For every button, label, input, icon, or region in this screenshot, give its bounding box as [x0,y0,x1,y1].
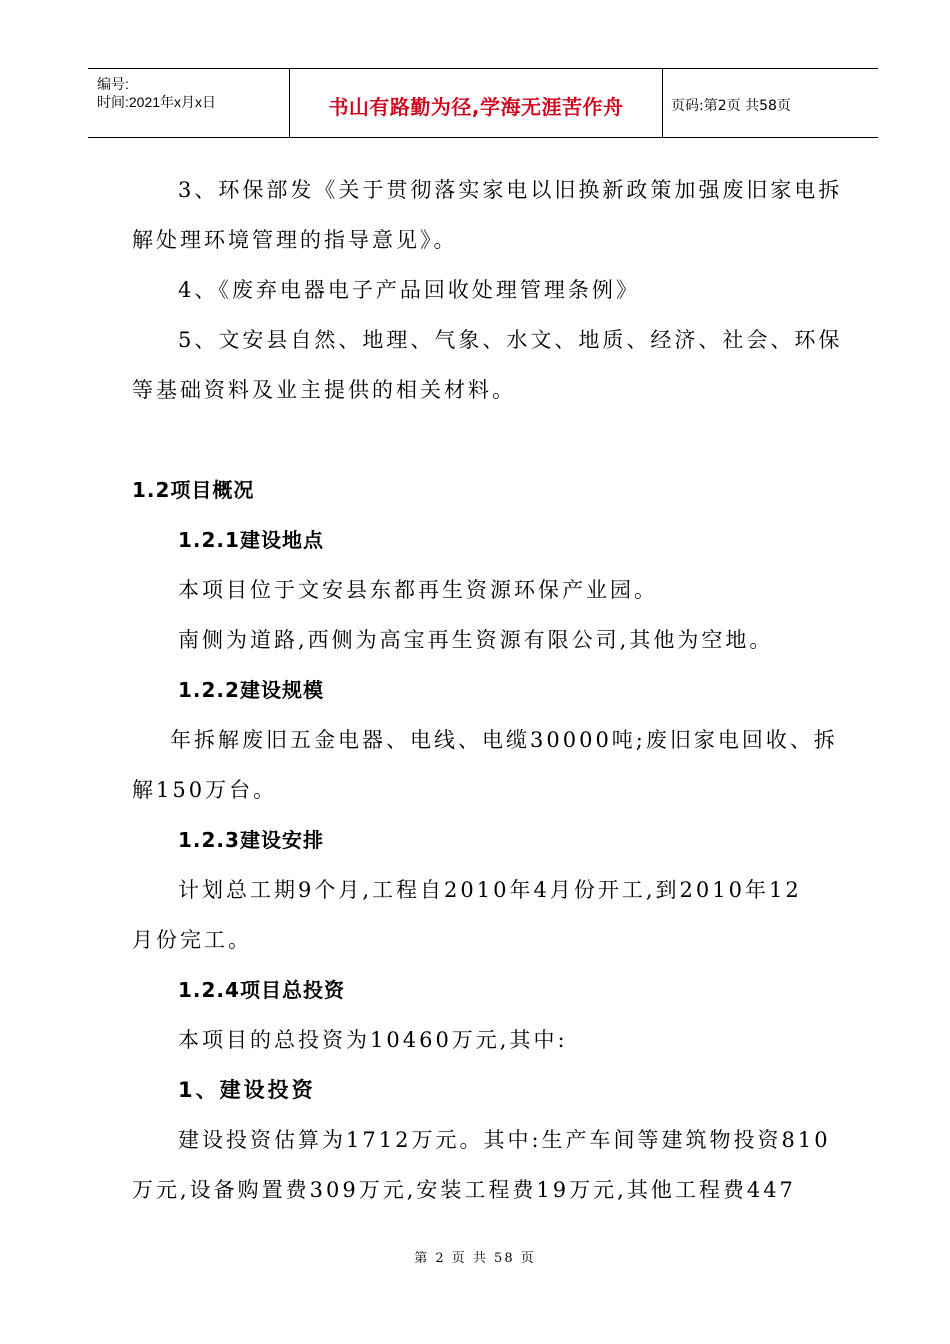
header-page-info: 页码:第2页 共58页 [671,98,791,114]
paragraph-scale-line2: 解150万台。 [132,778,278,802]
paragraph-scale-line1: 年拆解废旧五金电器、电线、电缆30000吨;废旧家电回收、拆 [170,728,838,752]
paragraph-invest-total: 本项目的总投资为10460万元,其中: [178,1028,568,1052]
paragraph-location-1: 本项目位于文安县东都再生资源环保产业园。 [178,578,658,602]
serial-label: 编号: [97,76,129,92]
paragraph-invest-line2: 万元,设备购置费309万元,安装工程费19万元,其他工程费447 [132,1178,796,1202]
paragraph-plan-line1: 计划总工期9个月,工程自2010年4月份开工,到2010年12 [178,878,802,902]
paragraph-item-4: 4、《废弃电器电子产品回收处理管理条例》 [178,278,640,302]
paragraph-item-5-line1: 5、文安县自然、地理、气象、水文、地质、经济、社会、环保 [178,328,843,352]
section-heading-1-2-4: 1.2.4项目总投资 [178,978,345,1002]
section-heading-1-2-1: 1.2.1建设地点 [178,528,324,552]
header-meta-cell [88,69,290,137]
header-page-cell [663,69,878,137]
paragraph-item-3-line1: 3、环保部发《关于贯彻落实家电以旧换新政策加强废旧家电拆 [178,178,843,202]
paragraph-item-5-line2: 等基础资料及业主提供的相关材料。 [132,378,516,402]
header-motto: 书山有路勤为径,学海无涯苦作舟 [328,95,624,119]
paragraph-plan-line2: 月份完工。 [132,928,252,952]
page-header [88,68,878,138]
section-heading-1-2-2: 1.2.2建设规模 [178,678,324,702]
paragraph-location-2: 南侧为道路,西侧为高宝再生资源有限公司,其他为空地。 [178,628,774,652]
section-heading-construction-investment: 1、建设投资 [178,1078,316,1102]
header-motto-cell [290,69,663,137]
paragraph-item-3-line2: 解处理环境管理的指导意见》。 [132,228,458,252]
section-heading-1-2-3: 1.2.3建设安排 [178,828,324,852]
section-heading-1-2: 1.2项目概况 [132,478,255,502]
page-footer: 第 2 页 共 58 页 [414,1251,536,1266]
paragraph-invest-line1: 建设投资估算为1712万元。其中:生产车间等建筑物投资810 [178,1128,831,1152]
time-label: 时间:2021年x月x日 [97,94,217,110]
